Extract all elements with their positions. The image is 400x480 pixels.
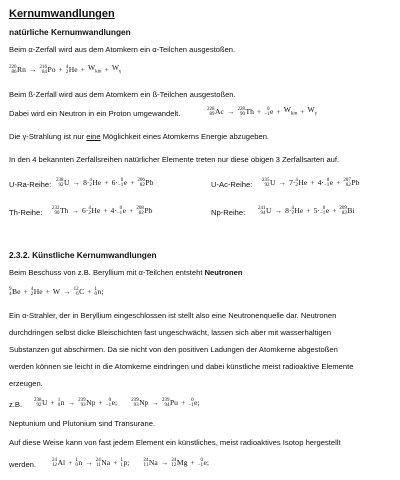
transuranium-text: Neptunium und Plutonium sind Transurane. (9, 419, 156, 428)
mass-number: 0 (191, 398, 194, 403)
gamma-text (9, 132, 269, 142)
coefficient: 6· (82, 206, 89, 215)
nuclide (262, 178, 275, 188)
element-symbol: e (111, 398, 115, 407)
coefficient: 8· (83, 178, 90, 187)
mass-number: 0 (108, 398, 112, 403)
para-line: Substanzen gut abschirmen. Da sie nicht von den positiven Ladungen der Atomkerne abgestoßen (9, 345, 338, 354)
coefficient: ; (197, 398, 200, 407)
element-symbol: Th (245, 107, 254, 116)
coefficient: 4· (110, 206, 117, 215)
nuclide-numbers (320, 206, 325, 216)
element-symbol: Pb (351, 178, 360, 187)
beryllium-text-pre: Beim Beschuss von z.B. Beryllium mit α-Teilchen entsteht (9, 268, 205, 277)
element-symbol: Rn (17, 65, 26, 74)
coefficient: 6· (111, 178, 118, 187)
arrow-icon: → (67, 398, 76, 407)
element-symbol: e (203, 458, 207, 467)
element-symbol: Th (60, 206, 69, 215)
nuclide (258, 206, 271, 216)
series-row-label: Th-Reihe: (9, 208, 43, 217)
nuclide (171, 458, 187, 468)
element-symbol: He (33, 287, 43, 296)
coefficient: ; (114, 398, 118, 407)
nuclide (52, 206, 68, 216)
mass-number: 4 (291, 206, 294, 211)
element-symbol: Na (148, 458, 158, 467)
coefficient: 4· (317, 178, 324, 187)
element-symbol: He (298, 178, 308, 187)
mass-number: 228 (237, 107, 245, 112)
atomic-number: 94 (260, 211, 266, 216)
nuclide-numbers (143, 458, 148, 468)
atomic-number: 82 (138, 211, 144, 216)
mass-number: 0 (200, 458, 203, 463)
mass-number: 4 (295, 178, 298, 183)
atomic-number: 2 (291, 211, 294, 216)
nuclide (320, 206, 329, 216)
energy-term: W (52, 287, 61, 296)
operator: + (310, 178, 315, 187)
nuclide (9, 65, 26, 75)
nuclide (343, 178, 359, 188)
element-symbol: U (64, 178, 70, 187)
nuclide (75, 458, 82, 468)
nuclide (295, 178, 307, 188)
coefficient: ; (101, 287, 104, 296)
atomic-number: 83 (341, 211, 347, 216)
element-symbol: Po (47, 65, 56, 74)
nuclide-numbers (117, 206, 122, 216)
operator: + (130, 178, 135, 187)
element-symbol: He (68, 65, 78, 74)
atomic-number: 92 (264, 183, 270, 188)
nuclide (198, 458, 207, 468)
mass-number: 0 (120, 178, 124, 183)
page-title: Kernumwandlungen (9, 8, 115, 20)
nuclide-numbers (56, 178, 64, 188)
element-symbol: Bi (347, 206, 355, 215)
atomic-number: 2 (88, 211, 91, 216)
atomic-number: 92 (58, 183, 64, 188)
para-line: Ein α-Strahler, der in Beryllium eingeschlossen ist stellt also eine Neutronenquelle dar. Neutronen (9, 311, 337, 320)
element-symbol: Al (57, 458, 66, 467)
nuclide (137, 178, 153, 188)
energy-subscript: kin (95, 69, 102, 75)
element-symbol: e (329, 178, 334, 187)
mass-number: 24 (95, 458, 101, 463)
nuclide-numbers (171, 458, 176, 468)
atomic-number: 1 (120, 463, 123, 468)
series-row-label: U-Ac-Reihe: (211, 180, 253, 189)
operator: + (103, 206, 108, 215)
atomic-number: 11 (95, 463, 101, 468)
operator: + (87, 287, 92, 296)
mass-number: 1 (57, 398, 61, 403)
atomic-number: 0 (94, 292, 98, 297)
section-heading-artificial: 2.3.2. Künstliche Kernumwandlungen (9, 250, 157, 260)
operator: + (104, 65, 109, 74)
mass-number: 9 (9, 287, 12, 292)
series-equation (262, 175, 359, 191)
nuclide (66, 65, 78, 75)
nuclide (58, 398, 65, 408)
para-line: durchdringen selbst dicke Bleischichten fast ungeschwächt, lassen sich aber mit wasserhaltigen (9, 328, 332, 337)
element-symbol: n (78, 458, 83, 467)
para-line: erzeugen. (9, 379, 43, 388)
arrow-icon: → (63, 287, 71, 296)
element-symbol: Ac (215, 107, 224, 116)
atomic-number: −1 (264, 112, 270, 117)
nuclide (162, 398, 178, 408)
atomic-number: 90 (54, 211, 60, 216)
nuclide (34, 398, 47, 408)
mass-number: 4 (89, 178, 92, 183)
energy-subscript: γ (314, 111, 317, 117)
nuclide (88, 206, 100, 216)
nuclide-numbers (258, 206, 266, 216)
atomic-number: 2 (295, 183, 298, 188)
isotope-text: Auf diese Weise kann von fast jedem Element ein künstliches, meist radioaktives Isotop hergestellt (9, 438, 341, 447)
beryllium-equation (9, 284, 103, 300)
nuclide-numbers (188, 398, 193, 408)
mass-number: 207 (343, 178, 351, 183)
mass-number: 12 (73, 287, 79, 292)
mass-number: 1 (94, 287, 98, 292)
operator: + (180, 398, 186, 407)
mass-number: 232 (52, 206, 60, 211)
coefficient: 5· (313, 206, 320, 215)
atomic-number: −1 (319, 211, 326, 216)
atomic-number: 90 (239, 112, 245, 117)
atomic-number: 2 (89, 183, 92, 188)
neptunium-equation (34, 395, 200, 411)
coefficient: ; (127, 458, 130, 467)
nuclide-numbers (74, 287, 79, 297)
nuclide-numbers (264, 107, 269, 117)
element-symbol: p (123, 458, 128, 467)
element-symbol: Np (86, 398, 96, 407)
beryllium-text (9, 268, 243, 278)
nuclide (78, 398, 95, 408)
nuclide (131, 398, 148, 408)
atomic-number: 82 (345, 183, 351, 188)
element-symbol: n (97, 287, 102, 296)
nuclide (118, 178, 127, 188)
nuclide (9, 287, 20, 297)
nuclide-numbers (131, 398, 139, 408)
nuclide-numbers (78, 398, 86, 408)
nuclide (89, 178, 101, 188)
nuclide (56, 178, 69, 188)
element-symbol: e (122, 206, 127, 215)
atomic-number: 89 (209, 112, 215, 117)
nuclide-numbers (343, 178, 351, 188)
arrow-icon: → (71, 206, 80, 215)
nuclide-numbers (9, 65, 17, 75)
nuclide (74, 287, 85, 297)
operator: + (98, 398, 103, 407)
mass-number: 0 (326, 178, 330, 183)
operator: + (256, 107, 262, 116)
operator: + (45, 287, 50, 296)
nuclide-numbers (96, 458, 101, 468)
atomic-number: 94 (164, 403, 170, 408)
element-symbol: Pu (169, 398, 178, 407)
atomic-number: −1 (116, 211, 123, 216)
element-symbol: n (60, 398, 65, 407)
atomic-number: 82 (139, 183, 145, 188)
mass-number: 24 (52, 458, 57, 463)
operator: + (68, 458, 73, 467)
element-symbol: Pb (144, 206, 153, 215)
nuclide (117, 206, 126, 216)
nuclide-numbers (136, 206, 144, 216)
aluminium-equation (52, 455, 209, 471)
series-equation (258, 203, 355, 219)
nuclide-numbers (39, 65, 47, 75)
mass-number: 208 (136, 206, 144, 211)
section-heading-natural: natürliche Kernumwandlungen (9, 27, 131, 37)
nuclide (143, 458, 157, 468)
mass-number: 239 (161, 398, 170, 403)
element-symbol: Mg (176, 458, 188, 467)
nuclide-numbers (237, 107, 245, 117)
atomic-number: 86 (11, 70, 17, 75)
nuclide-numbers (207, 107, 215, 117)
element-symbol: Na (101, 458, 111, 467)
series-text: In den 4 bekannten Zerfallsreihen natürlicher Elemente treten nur diese obigen 3 Zerfallsarten auf. (9, 155, 340, 164)
mass-number: 220 (9, 65, 17, 70)
atomic-number: 84 (41, 70, 47, 75)
element-symbol: Np (139, 398, 149, 407)
nuclide (52, 458, 65, 468)
nuclide (105, 398, 118, 408)
element-symbol: e (270, 107, 274, 116)
mass-number: 235 (262, 178, 270, 183)
gamma-text-emphasis: eine (86, 132, 101, 141)
mass-number: 238 (34, 398, 42, 403)
nuclide-numbers (52, 206, 60, 216)
mass-number: 1 (120, 458, 123, 463)
beryllium-text-bold: Neutronen (204, 268, 243, 277)
energy-term: $W_\gamma$ (111, 62, 122, 75)
operator: + (129, 206, 134, 215)
mass-number: 209 (339, 206, 347, 211)
coefficient: ; (206, 458, 209, 467)
energy-term: $W_{kin}$ (87, 62, 102, 75)
arrow-icon: → (274, 206, 283, 215)
element-symbol: Be (12, 287, 21, 296)
nuclide-numbers (137, 178, 145, 188)
element-symbol: He (294, 206, 304, 215)
atomic-number: 12 (171, 463, 177, 468)
atomic-number: −1 (117, 183, 124, 188)
mass-number: 239 (78, 398, 86, 403)
energy-term: $W_\gamma$ (307, 104, 317, 117)
nuclide (324, 178, 333, 188)
para-line: werden können sie leicht in die Atomkerne eindringen und dabei künstliche meist radioaktive Elemente (9, 362, 354, 371)
operator: + (300, 107, 305, 116)
beta-text-2: Dabei wird ein Neutron in ein Proton umgewandelt. (9, 109, 181, 118)
nuclide-numbers (198, 458, 203, 468)
atomic-number: 6 (76, 292, 79, 297)
element-symbol: e (123, 178, 128, 187)
beta-equation (207, 104, 317, 120)
nuclide-numbers (324, 178, 329, 188)
mass-number: 0 (267, 107, 270, 112)
atomic-number: −1 (323, 183, 330, 188)
nuclide (207, 107, 224, 117)
mass-number: 0 (322, 206, 326, 211)
operator: + (113, 458, 118, 467)
atomic-number: 2 (30, 292, 34, 297)
nuclide (31, 287, 43, 297)
arrow-icon: → (72, 178, 81, 187)
arrow-icon: → (28, 65, 37, 74)
element-symbol: He (91, 206, 101, 215)
series-row-label: Np-Reihe: (211, 208, 246, 217)
nuclide-numbers (34, 398, 42, 408)
operator: + (58, 65, 63, 74)
atomic-number: 93 (80, 403, 86, 408)
atomic-number: 93 (133, 403, 139, 408)
atomic-number: 12 (52, 463, 57, 468)
mass-number: 238 (56, 178, 64, 183)
operator: + (276, 107, 281, 116)
element-symbol: e (194, 398, 198, 407)
element-symbol: e (325, 206, 330, 215)
element-symbol: U (42, 398, 48, 407)
nuclide (96, 458, 110, 468)
operator: + (190, 458, 195, 467)
arrow-icon: → (226, 107, 235, 116)
gamma-text-pre: Die γ-Strahlung ist nur (9, 132, 87, 141)
coefficient: 8· (285, 206, 292, 215)
mass-number: 241 (258, 206, 266, 211)
operator: + (23, 287, 28, 296)
element-symbol: He (92, 178, 102, 187)
example-label: z.B. (9, 400, 23, 409)
mass-number: 239 (131, 398, 139, 403)
mass-number: 24 (171, 458, 177, 463)
nuclide (39, 65, 55, 75)
arrow-icon: → (160, 458, 169, 467)
operator: + (332, 206, 337, 215)
series-equation (52, 203, 152, 219)
nuclide (136, 206, 152, 216)
arrow-icon: → (151, 398, 159, 407)
nuclide-numbers (339, 206, 347, 216)
operator: + (306, 206, 311, 215)
mass-number: 1 (75, 458, 78, 463)
arrow-icon: → (278, 178, 287, 187)
atomic-number: 4 (9, 292, 12, 297)
nuclide (339, 206, 354, 216)
energy-subscript: kin (290, 111, 298, 117)
series-equation (56, 175, 153, 191)
nuclide-numbers (162, 398, 170, 408)
element-symbol: U (270, 178, 276, 187)
energy-subscript: γ (118, 69, 122, 75)
element-symbol: C (79, 287, 85, 296)
operator: + (104, 178, 109, 187)
atomic-number: −1 (197, 463, 203, 468)
mass-number: 24 (143, 458, 149, 463)
operator: + (336, 178, 341, 187)
mass-number: 4 (88, 206, 91, 211)
atomic-number: 11 (143, 463, 149, 468)
operator: + (50, 398, 55, 407)
nuclide (120, 458, 130, 468)
werden-text: werden. (9, 460, 37, 469)
alpha-text: Beim α-Zerfall wird aus dem Atomkern ein α-Teilchen ausgestoßen. (9, 45, 236, 54)
coefficient: 7· (289, 178, 296, 187)
nuclide-numbers (106, 398, 111, 408)
beta-text: Beim ß-Zerfall wird aus dem Atomkern ein ß-Teilchen ausgestoßen. (9, 90, 236, 99)
atomic-number: −1 (188, 403, 194, 408)
atomic-number: 0 (75, 463, 78, 468)
nuclide (264, 107, 273, 117)
mass-number: 228 (207, 107, 215, 112)
nuclide-numbers (118, 178, 123, 188)
element-symbol: Pb (145, 178, 154, 187)
nuclide (291, 206, 303, 216)
mass-number: 216 (39, 65, 47, 70)
mass-number: 4 (30, 287, 34, 292)
element-symbol: U (266, 206, 272, 215)
nuclide (237, 107, 253, 117)
operator: + (80, 65, 85, 74)
nuclide-numbers (262, 178, 270, 188)
atomic-number: −1 (105, 403, 112, 408)
arrow-icon: → (85, 458, 93, 467)
atomic-number: 0 (57, 403, 61, 408)
atomic-number: 2 (65, 70, 69, 75)
energy-term: $W_{kin}$ (283, 104, 298, 117)
nuclide (188, 398, 200, 408)
mass-number: 0 (119, 206, 123, 211)
series-row-label: U-Ra-Reihe: (9, 180, 52, 189)
nuclide-numbers (52, 458, 57, 468)
gamma-text-post: Möglichkeit eines Atomkerns Energie abzugeben. (100, 132, 270, 141)
mass-number: 206 (137, 178, 145, 183)
alpha-equation (9, 62, 121, 78)
nuclide (95, 287, 102, 297)
mass-number: 4 (65, 65, 69, 70)
atomic-number: 92 (36, 403, 42, 408)
